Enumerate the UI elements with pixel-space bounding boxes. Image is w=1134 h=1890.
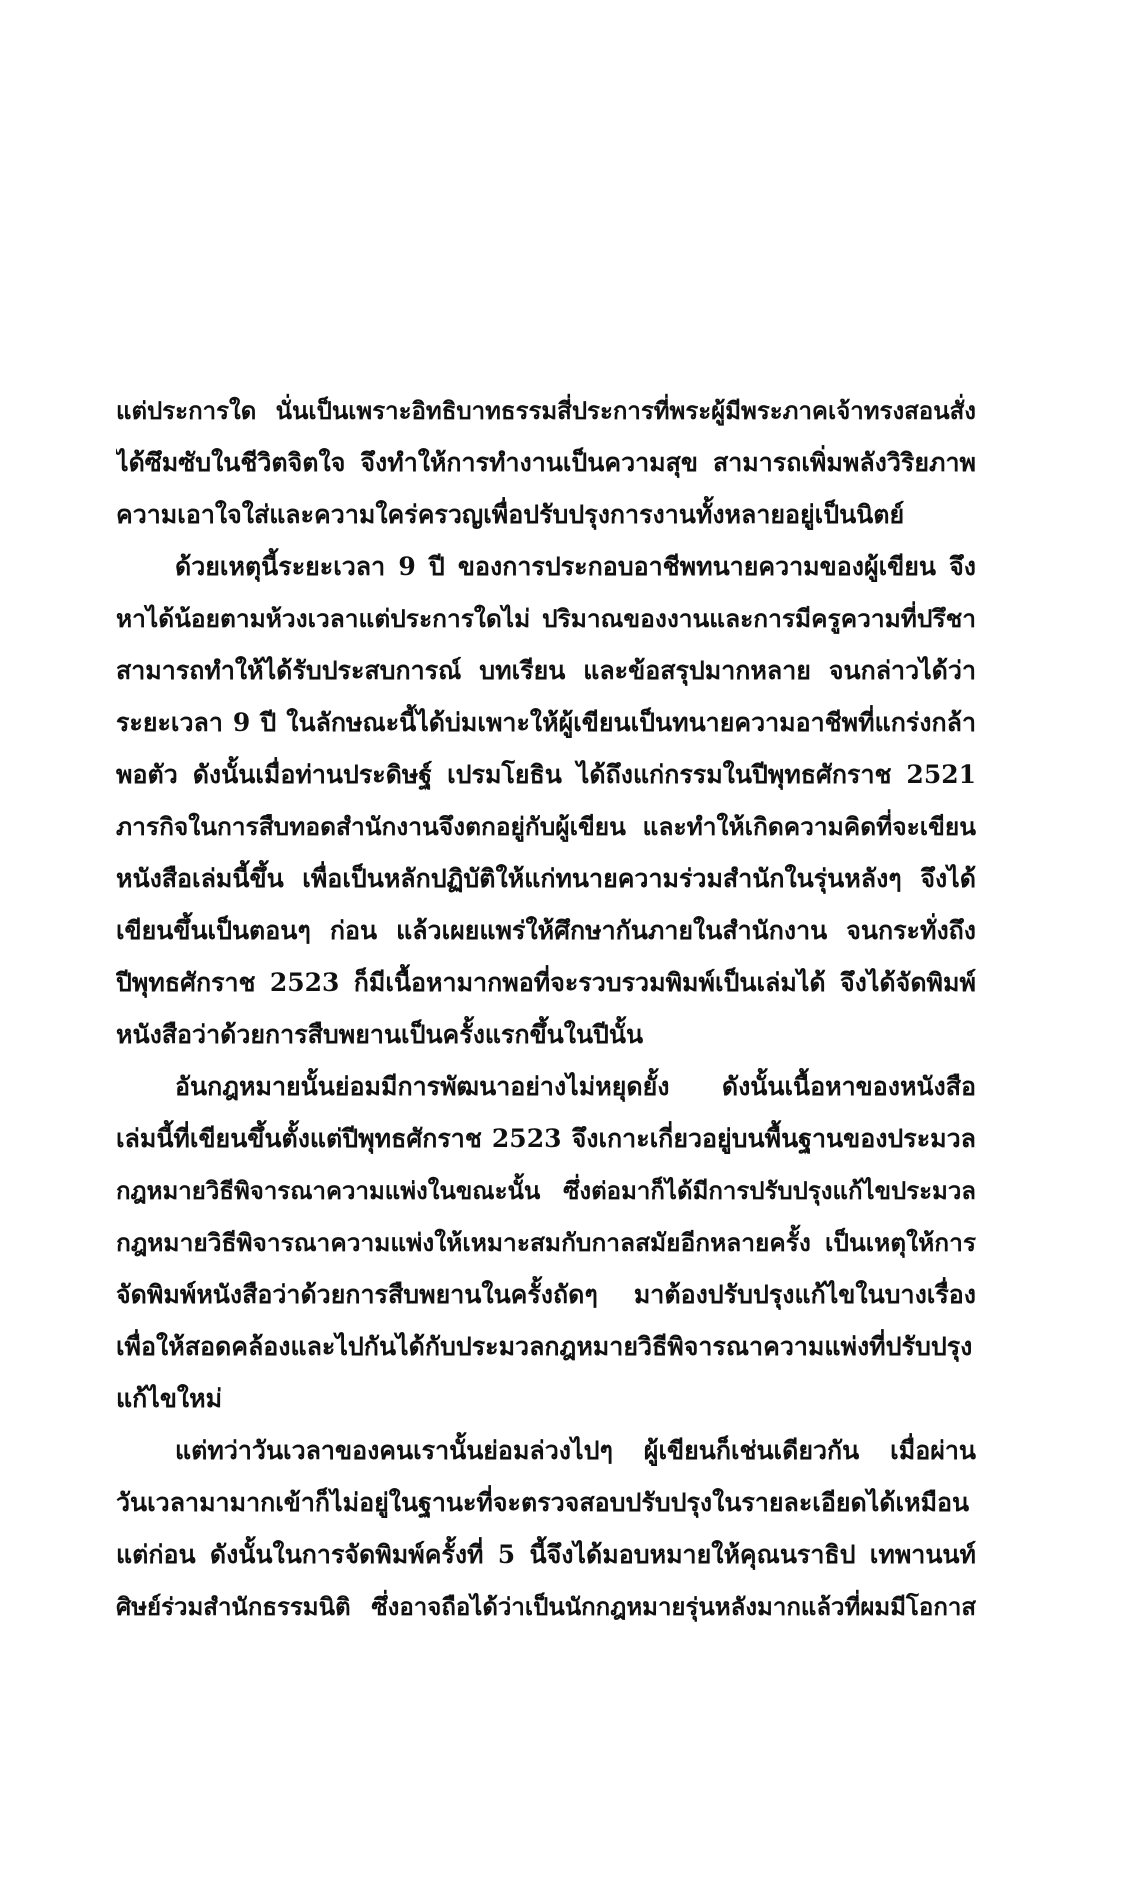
- text-line: กฎหมายวิธีพิจารณาความแพ่งให้เหมาะสมกับกาลสมัยอีกหลายครั้ง เป็นเหตุให้การ: [116, 1228, 976, 1257]
- body-text: [116, 385, 976, 1633]
- text-line: ความเอาใจใส่และความใคร่ครวญเพื่อปรับปรุงการงานทั้งหลายอยู่เป็นนิตย์: [116, 500, 905, 529]
- text-line: ภารกิจในการสืบทอดสำนักงานจึงตกอยู่กับผู้เขียน และทำให้เกิดความคิดที่จะเขียน: [116, 812, 976, 841]
- text-line: แต่ก่อน ดังนั้นในการจัดพิมพ์ครั้งที่ 5 นี้จึงได้มอบหมายให้คุณนราธิป เทพานนท์: [116, 1540, 976, 1569]
- text-line: หาได้น้อยตามห้วงเวลาแต่ประการใดไม่ ปริมาณของงานและการมีครูความที่ปรึชา: [116, 604, 976, 633]
- text-line: เล่มนี้ที่เขียนขึ้นตั้งแต่ปีพุทธศักราช 2523 จึงเกาะเกี่ยวอยู่บนพื้นฐานของประมวล: [116, 1124, 976, 1153]
- text-line: ปีพุทธศักราช 2523 ก็มีเนื้อหามากพอที่จะรวบรวมพิมพ์เป็นเล่มได้ จึงได้จัดพิมพ์: [116, 968, 976, 997]
- text-line: อันกฎหมายนั้นย่อมมีการพัฒนาอย่างไม่หยุดยั้ง ดังนั้นเนื้อหาของหนังสือ: [175, 1072, 976, 1101]
- text-line: ได้ซึมซับในชีวิตจิตใจ จึงทำให้การทำงานเป็นความสุข สามารถเพิ่มพลังวิริยภาพ: [116, 448, 976, 477]
- text-line: หนังสือว่าด้วยการสืบพยานเป็นครั้งแรกขึ้นในปีนั้น: [116, 1020, 644, 1049]
- text-line: กฎหมายวิธีพิจารณาความแพ่งในขณะนั้น ซึ่งต่อมาก็ได้มีการปรับปรุงแก้ไขประมวล: [116, 1176, 976, 1205]
- text-line: เขียนขึ้นเป็นตอนๆ ก่อน แล้วเผยแพร่ให้ศึกษากันภายในสำนักงาน จนกระทั่งถึง: [116, 916, 976, 945]
- text-line: แก้ไขใหม่: [116, 1384, 223, 1413]
- text-line: ด้วยเหตุนี้ระยะเวลา 9 ปี ของการประกอบอาชีพทนายความของผู้เขียน จึง: [175, 552, 976, 581]
- text-line: สามารถทำให้ได้รับประสบการณ์ บทเรียน และข้อสรุปมากหลาย จนกล่าวได้ว่า: [116, 656, 976, 685]
- text-line: แต่ทว่าวันเวลาของคนเรานั้นย่อมล่วงไปๆ ผู้เขียนก็เช่นเดียวกัน เมื่อผ่าน: [175, 1436, 976, 1465]
- text-line: แต่ประการใด นั่นเป็นเพราะอิทธิบาทธรรมสี่ประการที่พระผู้มีพระภาคเจ้าทรงสอนสั่ง: [116, 396, 976, 425]
- text-line: วันเวลามามากเข้าก็ไม่อยู่ในฐานะที่จะตรวจสอบปรับปรุงในรายละเอียดได้เหมือน: [116, 1488, 970, 1517]
- text-line: หนังสือเล่มนี้ขึ้น เพื่อเป็นหลักปฏิบัติให้แก่ทนายความร่วมสำนักในรุ่นหลังๆ จึงได้: [116, 864, 976, 893]
- text-line: จัดพิมพ์หนังสือว่าด้วยการสืบพยานในครั้งถัดๆ มาต้องปรับปรุงแก้ไขในบางเรื่อง: [116, 1280, 976, 1309]
- text-line: พอตัว ดังนั้นเมื่อท่านประดิษฐ์ เปรมโยธิน ได้ถึงแก่กรรมในปีพุทธศักราช 2521: [116, 760, 976, 789]
- text-line: ระยะเวลา 9 ปี ในลักษณะนี้ได้บ่มเพาะให้ผู้เขียนเป็นทนายความอาชีพที่แกร่งกล้า: [116, 708, 976, 737]
- text-line: เพื่อให้สอดคล้องและไปกันได้กับประมวลกฎหมายวิธีพิจารณาความแพ่งที่ปรับปรุง: [116, 1332, 973, 1361]
- text-line: ศิษย์ร่วมสำนักธรรมนิติ ซึ่งอาจถือได้ว่าเป็นนักกฎหมายรุ่นหลังมากแล้วที่ผมมีโอกาส: [116, 1592, 976, 1621]
